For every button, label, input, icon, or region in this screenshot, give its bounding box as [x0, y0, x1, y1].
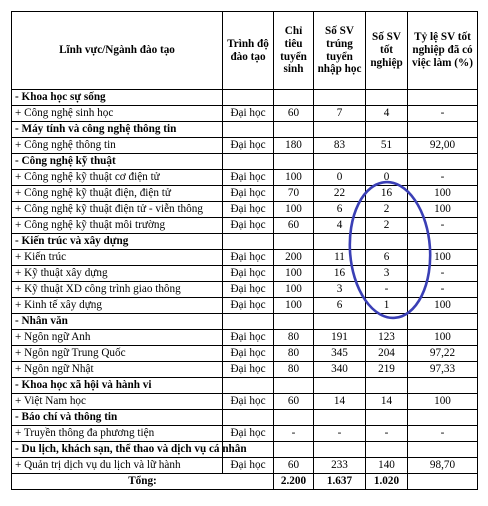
training-level: Đại học	[223, 346, 274, 362]
header-graduated: Số SV tốt nghiệp	[366, 12, 408, 90]
admitted-value: 233	[314, 458, 366, 474]
admitted-value: -	[314, 426, 366, 442]
admitted-value: 0	[314, 170, 366, 186]
admitted-value: 83	[314, 138, 366, 154]
empty-cell	[366, 442, 408, 458]
table-row	[12, 330, 478, 346]
major-name: + Kiến trúc	[12, 250, 223, 266]
empty-cell	[274, 410, 314, 426]
empty-cell	[366, 314, 408, 330]
graduated-value: -	[366, 282, 408, 298]
training-level: Đại học	[223, 218, 274, 234]
table-row	[12, 186, 478, 202]
graduated-value: -	[366, 426, 408, 442]
quota-value: 60	[274, 106, 314, 122]
empty-cell	[274, 122, 314, 138]
table-row	[12, 106, 478, 122]
document-page	[11, 11, 477, 490]
graduated-value: 0	[366, 170, 408, 186]
empty-cell	[408, 442, 478, 458]
admitted-value: 6	[314, 298, 366, 314]
empty-cell	[366, 234, 408, 250]
quota-value: 80	[274, 362, 314, 378]
quota-value: 60	[274, 218, 314, 234]
empty-cell	[274, 442, 314, 458]
training-statistics-table	[11, 11, 478, 490]
table-row	[12, 298, 478, 314]
training-level: Đại học	[223, 330, 274, 346]
header-quota: Chỉ tiêu tuyển sinh	[274, 12, 314, 90]
graduated-value: 4	[366, 106, 408, 122]
employed-rate: -	[408, 218, 478, 234]
admitted-value: 7	[314, 106, 366, 122]
empty-cell	[223, 314, 274, 330]
employed-rate: -	[408, 426, 478, 442]
graduated-value: 123	[366, 330, 408, 346]
empty-cell	[314, 90, 366, 106]
training-level: Đại học	[223, 426, 274, 442]
graduated-value: 6	[366, 250, 408, 266]
training-level: Đại học	[223, 106, 274, 122]
category-row	[12, 410, 478, 426]
admitted-value: 11	[314, 250, 366, 266]
total-quota: 2.200	[274, 474, 314, 490]
empty-cell	[408, 378, 478, 394]
table-row	[12, 170, 478, 186]
empty-cell	[314, 378, 366, 394]
table-row	[12, 346, 478, 362]
empty-cell	[408, 314, 478, 330]
employed-rate: 100	[408, 298, 478, 314]
admitted-value: 3	[314, 282, 366, 298]
header-row	[12, 12, 478, 90]
total-label: Tổng:	[12, 474, 274, 490]
empty-cell	[223, 154, 274, 170]
table-row	[12, 282, 478, 298]
graduated-value: 2	[366, 218, 408, 234]
employed-rate: 97,33	[408, 362, 478, 378]
empty-cell	[223, 90, 274, 106]
empty-cell	[314, 314, 366, 330]
employed-rate: 100	[408, 330, 478, 346]
quota-value: 60	[274, 394, 314, 410]
empty-cell	[408, 410, 478, 426]
empty-cell	[408, 234, 478, 250]
major-name: + Kỹ thuật XD công trình giao thông	[12, 282, 223, 298]
empty-cell	[366, 122, 408, 138]
major-name: + Công nghệ thông tin	[12, 138, 223, 154]
quota-value: 100	[274, 266, 314, 282]
employed-rate: 100	[408, 202, 478, 218]
empty-cell	[314, 410, 366, 426]
quota-value: 80	[274, 346, 314, 362]
training-level: Đại học	[223, 250, 274, 266]
admitted-value: 4	[314, 218, 366, 234]
category-row	[12, 122, 478, 138]
quota-value: -	[274, 426, 314, 442]
empty-cell	[314, 122, 366, 138]
quota-value: 100	[274, 170, 314, 186]
training-level: Đại học	[223, 202, 274, 218]
empty-cell	[223, 378, 274, 394]
empty-cell	[408, 474, 478, 490]
empty-cell	[408, 154, 478, 170]
training-level: Đại học	[223, 138, 274, 154]
training-level: Đại học	[223, 266, 274, 282]
quota-value: 100	[274, 282, 314, 298]
quota-value: 60	[274, 458, 314, 474]
graduated-value: 2	[366, 202, 408, 218]
training-level: Đại học	[223, 186, 274, 202]
category-label: - Du lịch, khách sạn, thể thao và dịch vụ cá nhân	[12, 442, 223, 458]
empty-cell	[408, 122, 478, 138]
graduated-value: 16	[366, 186, 408, 202]
empty-cell	[366, 378, 408, 394]
quota-value: 80	[274, 330, 314, 346]
quota-value: 200	[274, 250, 314, 266]
category-row	[12, 314, 478, 330]
header-employed: Tỷ lệ SV tốt nghiệp đã có việc làm (%)	[408, 12, 478, 90]
employed-rate: -	[408, 170, 478, 186]
empty-cell	[314, 234, 366, 250]
category-row	[12, 234, 478, 250]
category-label: - Khoa học xã hội và hành vi	[12, 378, 223, 394]
category-row	[12, 90, 478, 106]
table-row	[12, 138, 478, 154]
graduated-value: 51	[366, 138, 408, 154]
category-label: - Báo chí và thông tin	[12, 410, 223, 426]
graduated-value: 204	[366, 346, 408, 362]
training-level: Đại học	[223, 170, 274, 186]
admitted-value: 14	[314, 394, 366, 410]
category-label: - Khoa học sự sống	[12, 90, 223, 106]
graduated-value: 140	[366, 458, 408, 474]
employed-rate: 100	[408, 394, 478, 410]
quota-value: 100	[274, 298, 314, 314]
empty-cell	[274, 154, 314, 170]
major-name: + Công nghệ sinh học	[12, 106, 223, 122]
total-admitted: 1.637	[314, 474, 366, 490]
table-row	[12, 362, 478, 378]
empty-cell	[274, 90, 314, 106]
empty-cell	[408, 90, 478, 106]
employed-rate: 100	[408, 250, 478, 266]
employed-rate: -	[408, 282, 478, 298]
major-name: + Công nghệ kỹ thuật môi trường	[12, 218, 223, 234]
employed-rate: 97,22	[408, 346, 478, 362]
training-level: Đại học	[223, 298, 274, 314]
employed-rate: 98,70	[408, 458, 478, 474]
employed-rate: 100	[408, 186, 478, 202]
major-name: + Quản trị dịch vụ du lịch và lữ hành	[12, 458, 223, 474]
table-body	[12, 90, 478, 490]
major-name: + Công nghệ kỹ thuật cơ điện tử	[12, 170, 223, 186]
admitted-value: 191	[314, 330, 366, 346]
training-level: Đại học	[223, 458, 274, 474]
header-level: Trình độ đào tạo	[223, 12, 274, 90]
graduated-value: 219	[366, 362, 408, 378]
empty-cell	[366, 410, 408, 426]
major-name: + Kinh tế xây dựng	[12, 298, 223, 314]
category-row	[12, 442, 478, 458]
empty-cell	[274, 314, 314, 330]
table-row	[12, 266, 478, 282]
major-name: + Công nghệ kỹ thuật điện, điện tử	[12, 186, 223, 202]
employed-rate: 92,00	[408, 138, 478, 154]
table-row	[12, 458, 478, 474]
empty-cell	[314, 442, 366, 458]
category-label: - Kiến trúc và xây dựng	[12, 234, 223, 250]
quota-value: 100	[274, 202, 314, 218]
empty-cell	[314, 154, 366, 170]
empty-cell	[366, 154, 408, 170]
table-row	[12, 426, 478, 442]
major-name: + Kỹ thuật xây dựng	[12, 266, 223, 282]
empty-cell	[223, 410, 274, 426]
table-row	[12, 250, 478, 266]
major-name: + Việt Nam học	[12, 394, 223, 410]
training-level: Đại học	[223, 282, 274, 298]
admitted-value: 6	[314, 202, 366, 218]
category-row	[12, 154, 478, 170]
table-row	[12, 218, 478, 234]
admitted-value: 16	[314, 266, 366, 282]
training-level: Đại học	[223, 362, 274, 378]
graduated-value: 1	[366, 298, 408, 314]
graduated-value: 3	[366, 266, 408, 282]
employed-rate: -	[408, 266, 478, 282]
empty-cell	[366, 90, 408, 106]
category-row	[12, 378, 478, 394]
training-level: Đại học	[223, 394, 274, 410]
graduated-value: 14	[366, 394, 408, 410]
employed-rate: -	[408, 106, 478, 122]
major-name: + Ngôn ngữ Trung Quốc	[12, 346, 223, 362]
admitted-value: 340	[314, 362, 366, 378]
major-name: + Công nghệ kỹ thuật điện tử - viễn thông	[12, 202, 223, 218]
empty-cell	[223, 122, 274, 138]
empty-cell	[274, 234, 314, 250]
header-admitted: Số SV trúng tuyển nhập học	[314, 12, 366, 90]
major-name: + Truyền thông đa phương tiện	[12, 426, 223, 442]
table-row	[12, 202, 478, 218]
total-row	[12, 474, 478, 490]
table-row	[12, 394, 478, 410]
total-graduated: 1.020	[366, 474, 408, 490]
quota-value: 70	[274, 186, 314, 202]
admitted-value: 345	[314, 346, 366, 362]
category-label: - Nhân văn	[12, 314, 223, 330]
header-field: Lĩnh vực/Ngành đào tạo	[12, 12, 223, 90]
empty-cell	[223, 234, 274, 250]
major-name: + Ngôn ngữ Nhật	[12, 362, 223, 378]
category-label: - Công nghệ kỹ thuật	[12, 154, 223, 170]
admitted-value: 22	[314, 186, 366, 202]
empty-cell	[274, 378, 314, 394]
category-label: - Máy tính và công nghệ thông tin	[12, 122, 223, 138]
quota-value: 180	[274, 138, 314, 154]
major-name: + Ngôn ngữ Anh	[12, 330, 223, 346]
